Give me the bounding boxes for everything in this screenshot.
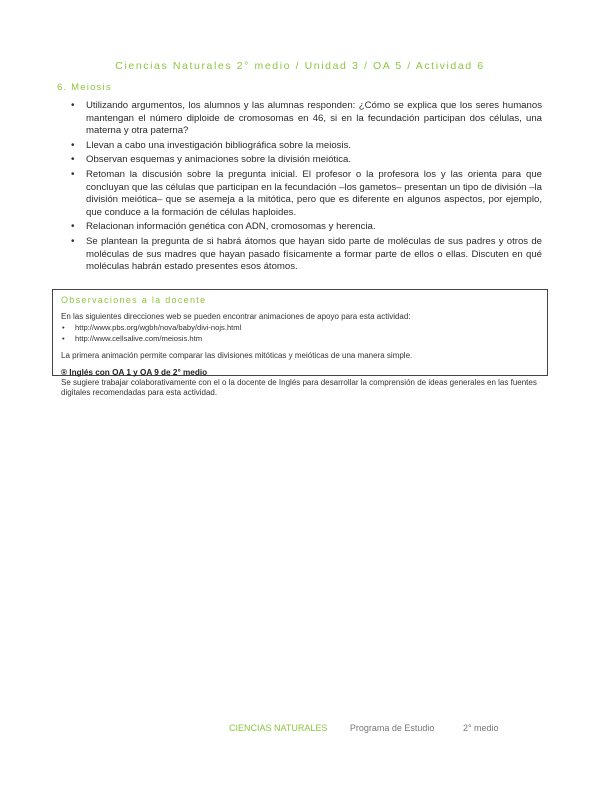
teacher-notes-box xyxy=(52,289,548,397)
teacher-notes-title: Observaciones a la docente xyxy=(61,295,207,305)
teacher-notes-intro: En las siguientes direcciones web se pueden encontrar animaciones de apoyo para esta actividad: xyxy=(61,312,411,321)
resource-link[interactable]: • http://www.cellsalive.com/meiosis.htm xyxy=(61,334,539,345)
activity-list xyxy=(70,100,542,276)
page-footer xyxy=(229,723,499,733)
resource-link[interactable]: • http://www.pbs.org/wgbh/nova/baby/divi-nojs.html xyxy=(61,323,539,334)
oa-text: Se sugiere trabajar colaborativamente con el o la docente de Inglés para desarrollar la comprensión de ideas generales en las fuentes digitales recomendadas para esta actividad. xyxy=(61,378,537,397)
teacher-notes-note: La primera animación permite comparar las divisiones mitóticas y meióticas de una manera simple. xyxy=(61,351,413,360)
activity-item: • Se plantean la pregunta de si habrá átomos que hayan sido parte de moléculas de sus padres y otros de moléculas de sus madres que hayan pasado físicamente a formar parte de ellos o ellas. Discuten en qué moléculas habrán estado presentes esos átomos. xyxy=(70,236,542,274)
footer-program: Programa de Estudio xyxy=(349,723,435,733)
section-heading: 6. Meiosis xyxy=(57,82,112,93)
activity-item: • Utilizando argumentos, los alumnos y las alumnas responden: ¿Cómo se explica que los seres humanos mantengan el número diploide de cromosomas en 46, si en la fecundación participan dos células, una materna y otra paterna? xyxy=(70,100,542,138)
activity-item: • Llevan a cabo una investigación bibliográfica sobre la meiosis. xyxy=(70,140,542,153)
footer-subject: CIENCIAS NATURALES xyxy=(229,723,328,733)
link-list xyxy=(61,323,539,344)
oa-title: ® Inglés con OA 1 y OA 9 de 2° medio xyxy=(61,368,208,377)
page-title: Ciencias Naturales 2° medio / Unidad 3 / OA 5 / Actividad 6 xyxy=(115,60,485,72)
activity-item: • Retoman la discusión sobre la pregunta inicial. El profesor o la profesora los y las orienta para que concluyan que las células que participan en la fecundación –los gametos– presentan un tipo de división –la división meiótica– que se asemeja a la mitótica, pero que es diferente en algunos aspectos, por ejemplo, que conduce a la formación de células haploides. xyxy=(70,169,542,219)
activity-item: • Relacionan información genética con ADN, cromosomas y herencia. xyxy=(70,221,542,234)
footer-level: 2° medio xyxy=(462,723,499,733)
activity-item: • Observan esquemas y animaciones sobre la división meiótica. xyxy=(70,154,542,167)
